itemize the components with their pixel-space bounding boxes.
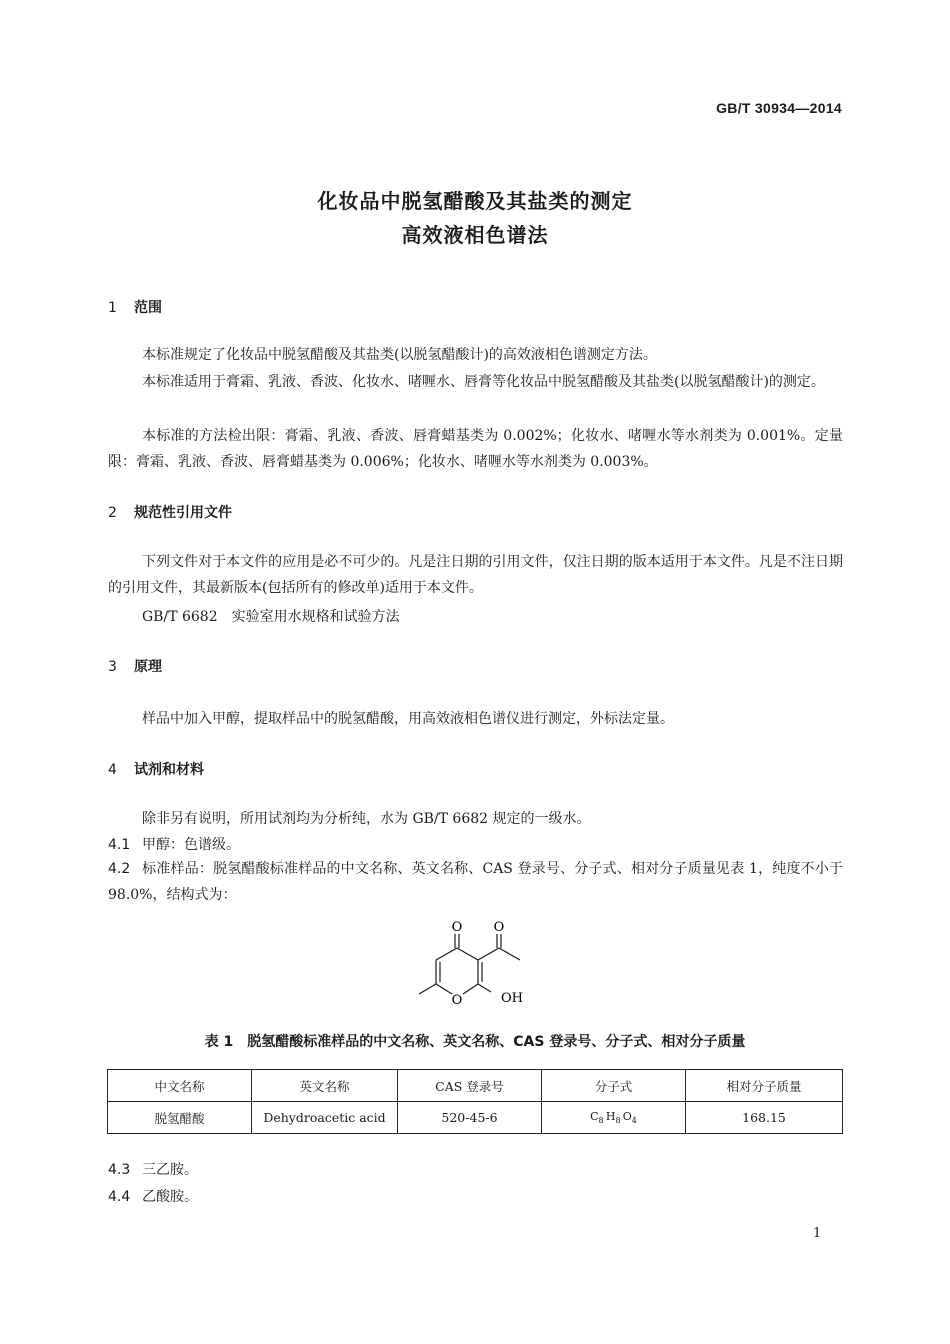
table-header-cell: 中文名称: [108, 1070, 252, 1102]
reagent-item: [108, 1159, 198, 1179]
section-title: 试剂和材料: [134, 762, 204, 778]
reagent-item: [108, 1186, 198, 1206]
table-header-cell: 分子式: [542, 1070, 686, 1102]
scope-paragraph-2: 本标准适用于膏霜、乳液、香波、化妆水、啫喱水、唇膏等化妆品中脱氢醋酸及其盐类(以脱氢醋酸计)的测定。: [142, 374, 825, 390]
formula-o-sub: 4: [631, 1116, 637, 1126]
section-heading-2: [108, 502, 232, 522]
section-title: 原理: [134, 659, 162, 675]
molecule-bonds: [419, 934, 520, 994]
section-heading-1: [108, 297, 162, 317]
standard-code: GB/T 30934—2014: [716, 100, 842, 116]
table-cell-cn-name: 脱氢醋酸: [108, 1102, 252, 1134]
item-text: 乙酸胺。: [142, 1189, 198, 1205]
item-number: 4.1: [108, 837, 131, 853]
table-header-cell: 英文名称: [252, 1070, 398, 1102]
reagent-item: [108, 834, 240, 854]
normative-paragraph: 下列文件对于本文件的应用是必不可少的。凡是注日期的引用文件，仅注日期的版本适用于本文件。凡是不注日期的引用文件，其最新版本(包括所有的修改单)适用于本文件。: [108, 554, 843, 596]
item-text: 三乙胺。: [142, 1162, 198, 1178]
section-heading-3: [108, 656, 162, 676]
document-subtitle: 高效液相色谱法: [401, 223, 549, 247]
table-row: [108, 1102, 843, 1134]
item-number: 4.2: [108, 861, 131, 877]
formula-c-sub: 8: [598, 1116, 604, 1126]
section-title: 范围: [134, 300, 162, 316]
formula-c: C: [590, 1109, 599, 1123]
reagents-intro: 除非另有说明，所用试剂均为分析纯，水为 GB/T 6682 规定的一级水。: [142, 811, 591, 827]
principle-paragraph: 样品中加入甲醇，提取样品中的脱氢醋酸，用高效液相色谱仪进行测定，外标法定量。: [142, 711, 674, 727]
section-title: 规范性引用文件: [134, 505, 232, 521]
section-number: 1: [108, 300, 117, 316]
item-number: 4.3: [108, 1162, 131, 1178]
section-number: 3: [108, 659, 117, 675]
formula-h-sub: 8: [615, 1116, 621, 1126]
scope-paragraph-1: 本标准规定了化妆品中脱氢醋酸及其盐类(以脱氢醋酸计)的高效液相色谱测定方法。: [142, 347, 657, 363]
table-cell-mass: 168.15: [686, 1102, 843, 1134]
table-header-row: [108, 1070, 843, 1102]
table-cell-formula: [542, 1102, 686, 1134]
hydroxyl-label: OH: [501, 991, 523, 1006]
scope-paragraph-3: 本标准的方法检出限：膏霜、乳液、香波、唇膏蜡基类为 0.002%；化妆水、啫喱水等水剂类为 0.001%。定量限：膏霜、乳液、香波、唇膏蜡基类为 0.006%；化妆水、啫喱水等水剂类为 0.003%。: [108, 428, 843, 470]
dehydroacetic-acid-structure: [405, 918, 535, 1010]
normative-reference: GB/T 6682 实验室用水规格和试验方法: [142, 609, 400, 625]
oxygen-label: O: [451, 993, 463, 1008]
table-header-cell: CAS 登录号: [398, 1070, 542, 1102]
oxygen-label: O: [451, 920, 463, 935]
reagent-item: [108, 856, 843, 908]
standard-sample-table: [107, 1069, 843, 1134]
table-cell-en-name: Dehydroacetic acid: [252, 1102, 398, 1134]
oxygen-label: O: [493, 920, 505, 935]
item-text: 标准样品：脱氢醋酸标准样品的中文名称、英文名称、CAS 登录号、分子式、相对分子质量见表 1，纯度不小于 98.0%，结构式为：: [108, 861, 843, 903]
section-number: 4: [108, 762, 117, 778]
item-text: 甲醇：色谱级。: [142, 837, 240, 853]
table-header-cell: 相对分子质量: [686, 1070, 843, 1102]
table-caption: 表 1 脱氢醋酸标准样品的中文名称、英文名称、CAS 登录号、分子式、相对分子质量: [204, 1034, 746, 1050]
document-title: 化妆品中脱氢醋酸及其盐类的测定: [317, 189, 633, 213]
table-cell-cas: 520-45-6: [398, 1102, 542, 1134]
formula-h: H: [605, 1109, 616, 1123]
section-number: 2: [108, 505, 117, 521]
section-heading-4: [108, 759, 204, 779]
formula-o: O: [622, 1109, 632, 1123]
page-number: 1: [813, 1226, 822, 1241]
item-number: 4.4: [108, 1189, 131, 1205]
